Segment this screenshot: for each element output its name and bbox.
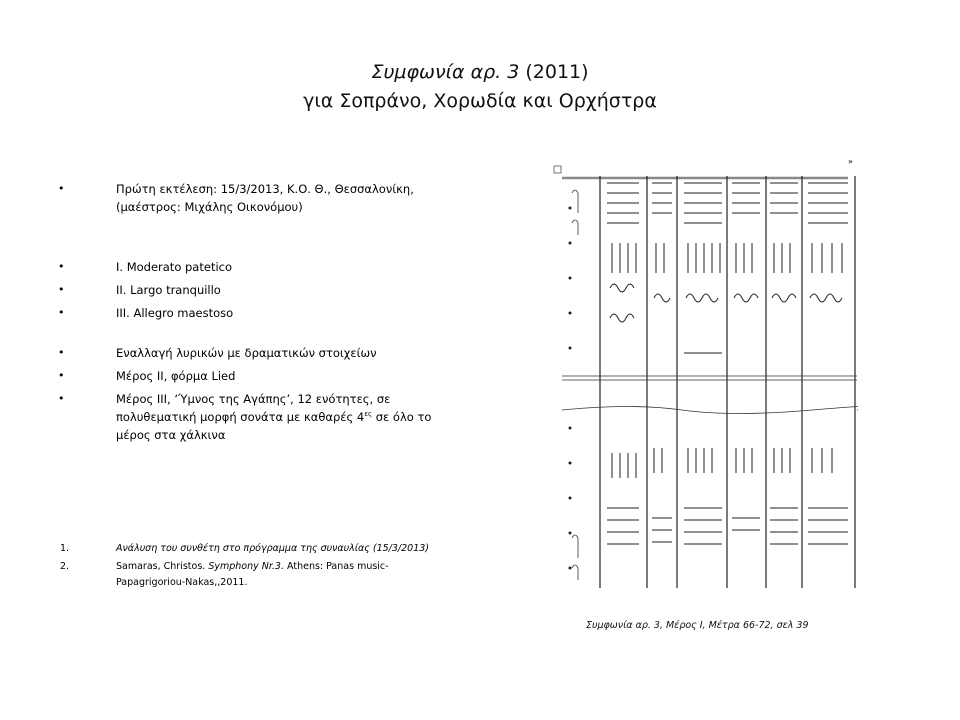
premiere-text: 15/3/2013, Κ.Ο. Θ., Θεσσαλονίκη, <box>217 182 414 196</box>
point3-superscript: ες <box>364 410 373 419</box>
bullet-point-3 <box>58 390 458 444</box>
bullet-point-2: • Μέρος ΙΙ, φόρμα Lied <box>58 367 458 385</box>
page-mark: » <box>848 157 853 166</box>
bullet-movement-1: • I. Moderato patetico <box>58 258 458 276</box>
reference-1 <box>58 541 458 557</box>
bullet-movement-2: • II. Largo tranquillo <box>58 281 458 299</box>
reference-author: Samaras, Christos. <box>116 561 209 572</box>
bullet-point-1: • Εναλλαγή λυρικών με δραματικών στοιχείων <box>58 344 458 362</box>
bullet-premiere <box>58 180 458 216</box>
point3-text-end: σε όλο το μέρος στα χάλκινα <box>116 410 432 442</box>
title-year: (2011) <box>519 61 589 83</box>
premiere-label: Πρώτη εκτέλεση: <box>116 182 218 196</box>
references-list <box>58 541 458 591</box>
reference-number: 2. <box>60 561 70 572</box>
point3-text: Μέρος ΙΙΙ, ‘Ύμνος της Αγάπης’, 12 ενότητες, σε πολυθεματική μορφή σονάτα με καθαρές 4 <box>116 392 391 424</box>
reference-publisher: Athens: Panas music- Papagrigoriou-Nakas,,2011. <box>116 561 389 588</box>
conductor-name: Μιχάλης Οικονόμου) <box>184 200 303 214</box>
bullet-list <box>58 180 458 444</box>
title-line-1 <box>0 58 960 87</box>
slide-title <box>0 58 960 116</box>
reference-number: 1. <box>60 543 70 554</box>
score-caption: Συμφωνία αρ. 3, Μέρος Ι, Μέτρα 66-72, σελ 39 <box>586 620 809 631</box>
reference-work-title: Symphony Nr.3. <box>208 561 284 572</box>
score-excerpt-image <box>512 148 858 608</box>
spacer <box>58 216 458 258</box>
reference-text: Ανάλυση του συνθέτη στο πρόγραμμα της συναυλίας (15/3/2013) <box>116 543 429 554</box>
bullet-movement-3: • III. Allegro maestoso <box>58 304 458 322</box>
title-line-2: για Σοπράνο, Χορωδία και Ορχήστρα <box>303 90 657 112</box>
title-work-name: Συμφωνία αρ. 3 <box>371 61 520 83</box>
reference-2 <box>58 559 458 591</box>
conductor-label: (μαέστρος: <box>116 200 185 214</box>
